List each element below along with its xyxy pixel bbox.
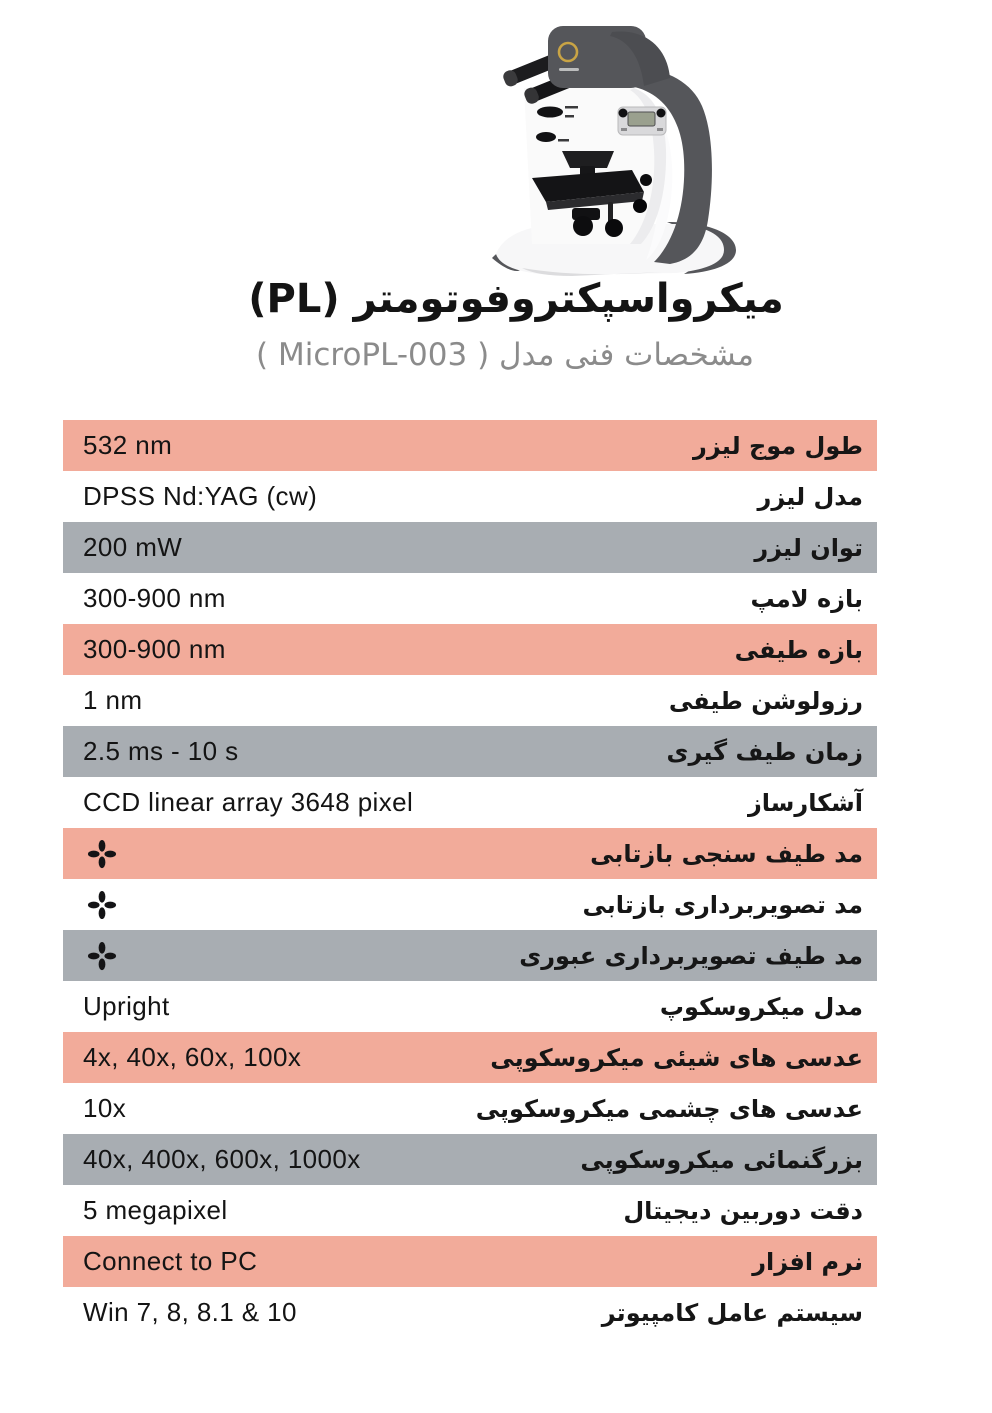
table-row [63, 624, 877, 675]
spec-value [63, 839, 117, 869]
spec-label: عدسی های شیئی میکروسکوپی [490, 1043, 863, 1072]
spec-value: CCD linear array 3648 pixel [83, 787, 414, 817]
table-row [63, 828, 877, 879]
spec-label: بزرگنمائی میکروسکوپی [580, 1145, 863, 1174]
spec-label: عدسی های چشمی میکروسکوپی [475, 1094, 863, 1123]
spec-value: 200 mW [83, 532, 183, 562]
check-clover-icon [87, 839, 117, 869]
page-title: میکرواسپکتروفوتومتر (PL) [248, 276, 784, 322]
table-row [63, 1236, 877, 1287]
spec-label: سیستم عامل کامپیوتر [601, 1298, 863, 1327]
table-row [63, 420, 877, 471]
table-row [63, 1134, 877, 1185]
spec-label: نرم افزار [752, 1247, 863, 1276]
spec-label: طول موج لیزر [693, 431, 863, 460]
table-row [63, 675, 877, 726]
spec-value [63, 890, 117, 920]
spec-label: مدل میکروسکوپ [659, 992, 863, 1021]
spec-value: Connect to PC [83, 1246, 258, 1276]
check-clover-icon [87, 941, 117, 971]
spec-value: 4x, 40x, 60x, 100x [83, 1042, 302, 1072]
table-row [63, 471, 877, 522]
spec-value: 5 megapixel [83, 1195, 228, 1225]
spec-label: مدل لیزر [757, 482, 863, 511]
table-row [63, 522, 877, 573]
spec-label: مد طیف سنجی بازتابی [590, 839, 863, 868]
spec-value: Win 7, 8, 8.1 & 10 [83, 1297, 297, 1327]
table-row [63, 573, 877, 624]
spec-value: 2.5 ms - 10 s [83, 736, 239, 766]
table-row [63, 930, 877, 981]
spec-value: 300-900 nm [83, 634, 226, 664]
spec-label: بازه لامپ [750, 584, 863, 613]
spec-value [63, 941, 117, 971]
table-row [63, 1185, 877, 1236]
spec-value: DPSS Nd:YAG (cw) [83, 481, 318, 511]
spec-label: مد طیف تصویربرداری عبوری [519, 941, 863, 970]
spec-value: Upright [83, 991, 170, 1021]
table-row [63, 981, 877, 1032]
table-row [63, 1287, 877, 1338]
spec-table [63, 420, 877, 1338]
lcd-panel-icon [618, 107, 666, 135]
page-subtitle: مشخصات فنی مدل ( MicroPL-003 ) [256, 337, 754, 373]
table-row [63, 879, 877, 930]
spec-label: زمان طیف گیری [666, 737, 863, 766]
table-row [63, 726, 877, 777]
spec-label: مد تصویربرداری بازتابی [582, 890, 863, 919]
spec-value: 300-900 nm [83, 583, 226, 613]
table-row [63, 1032, 877, 1083]
table-row [63, 1083, 877, 1134]
spec-value: 1 nm [83, 685, 143, 715]
spec-label: رزولوشن طیفی [668, 686, 863, 715]
spec-value: 532 nm [83, 430, 173, 460]
spec-label: آشکارساز [747, 788, 863, 817]
spec-label: توان لیزر [754, 533, 863, 562]
check-clover-icon [87, 890, 117, 920]
spec-value: 40x, 400x, 600x, 1000x [83, 1144, 361, 1174]
upright-microscope-illustration [462, 10, 782, 290]
microscope-photo [462, 10, 782, 290]
spec-value: 10x [83, 1093, 127, 1123]
spec-label: دقت دوربین دیجیتال [623, 1196, 863, 1225]
table-row [63, 777, 877, 828]
spec-label: بازه طیفی [734, 635, 863, 664]
